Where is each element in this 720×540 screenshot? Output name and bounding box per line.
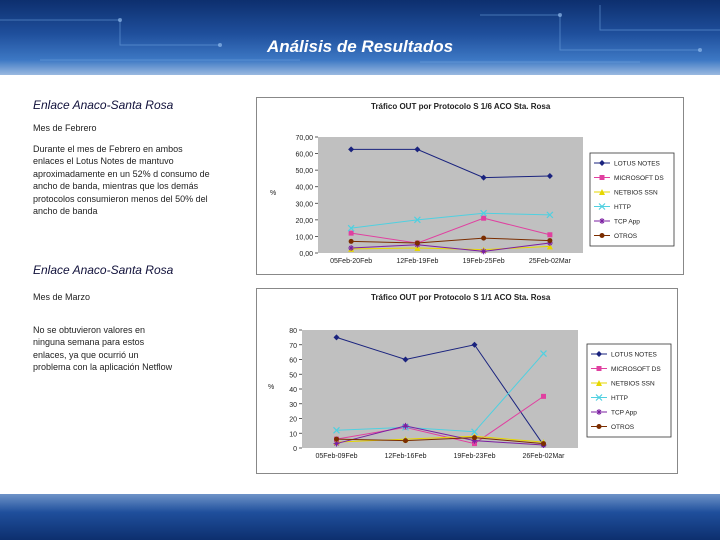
legend-label: NETBIOS SSN [614, 189, 658, 197]
y-tick-label: 70 [289, 342, 297, 350]
legend-label: TCP App [611, 409, 637, 417]
section2-month: Mes de Marzo [33, 292, 91, 302]
data-point [349, 239, 354, 244]
y-tick-label: 50 [289, 372, 297, 380]
x-tick-label: 12Feb-19Feb [396, 258, 439, 265]
x-tick-label: 05Feb-20Feb [330, 258, 373, 265]
legend-label: MICROSOFT DS [614, 175, 664, 182]
y-tick-label: 50,00 [295, 168, 313, 176]
legend-label: LOTUS NOTES [611, 351, 657, 359]
data-point [481, 216, 486, 221]
legend-label: OTROS [611, 424, 635, 431]
y-tick-label: 30 [289, 401, 297, 409]
legend [587, 344, 671, 437]
legend-marker [597, 424, 602, 429]
y-tick-label: 0 [293, 446, 297, 453]
data-point [541, 441, 546, 446]
legend-label: HTTP [614, 204, 631, 211]
data-point [403, 438, 408, 443]
chart-title: Tráfico OUT por Protocolo S 1/6 ACO Sta. Rosa [371, 102, 551, 111]
data-point [481, 236, 486, 241]
y-axis-label: % [270, 190, 277, 197]
header-banner [0, 0, 720, 75]
footer-banner [0, 494, 720, 540]
section1-heading: Enlace Anaco-Santa Rosa [33, 98, 174, 112]
y-tick-label: 60,00 [295, 151, 313, 159]
data-point [541, 394, 546, 399]
legend [590, 153, 674, 246]
y-tick-label: 20 [289, 416, 297, 424]
legend-label: HTTP [611, 395, 628, 402]
y-axis-label: % [268, 384, 275, 391]
chart-2 [256, 288, 678, 474]
plot-area [318, 137, 583, 253]
x-tick-label: 05Feb-09Feb [315, 453, 358, 460]
chart-1 [256, 97, 684, 275]
data-point [547, 232, 552, 237]
x-tick-label: 19Feb-25Feb [462, 258, 505, 265]
y-tick-label: 0,00 [299, 251, 313, 258]
legend-label: TCP App [614, 218, 640, 226]
slide-title: Análisis de Resultados [266, 37, 454, 56]
y-tick-label: 20,00 [295, 217, 313, 225]
data-point [472, 435, 477, 440]
legend-label: NETBIOS SSN [611, 380, 655, 388]
x-tick-label: 25Feb-02Mar [528, 258, 571, 265]
y-tick-label: 80 [289, 328, 297, 335]
legend-label: OTROS [614, 233, 638, 240]
y-tick-label: 10 [289, 431, 297, 439]
legend-label: MICROSOFT DS [611, 366, 661, 373]
data-point [415, 241, 420, 246]
y-tick-label: 60 [289, 357, 297, 365]
x-tick-label: 19Feb-23Feb [453, 453, 496, 460]
y-tick-label: 30,00 [295, 201, 313, 209]
section2-text: No se obtuvieron valores en ninguna semana para estos enlaces, ya que ocurrió un problema con la aplicación Netflow [33, 325, 173, 373]
data-point [349, 231, 354, 236]
section2-heading: Enlace Anaco-Santa Rosa [33, 263, 174, 277]
x-tick-label: 26Feb-02Mar [522, 453, 565, 460]
y-tick-label: 40 [289, 387, 297, 394]
legend-marker [600, 233, 605, 238]
y-tick-label: 70,00 [295, 135, 313, 142]
section1-text: Durante el mes de Febrero en ambos enlaces el Lotus Notes de mantuvo aproximadamente en un 52% d consumo de ancho de banda, mientras que los demás protocolos consumieron menos del 50% del ancho de banda [33, 144, 210, 217]
legend-marker [597, 366, 602, 371]
section1-month: Mes de Febrero [33, 123, 97, 133]
y-tick-label: 10,00 [295, 234, 313, 242]
chart-title: Tráfico OUT por Protocolo S 1/1 ACO Sta. Rosa [371, 293, 551, 302]
legend-marker [600, 175, 605, 180]
data-point [547, 238, 552, 243]
data-point [334, 437, 339, 442]
x-tick-label: 12Feb-16Feb [384, 453, 427, 460]
y-tick-label: 40,00 [295, 184, 313, 192]
legend-label: LOTUS NOTES [614, 160, 660, 168]
